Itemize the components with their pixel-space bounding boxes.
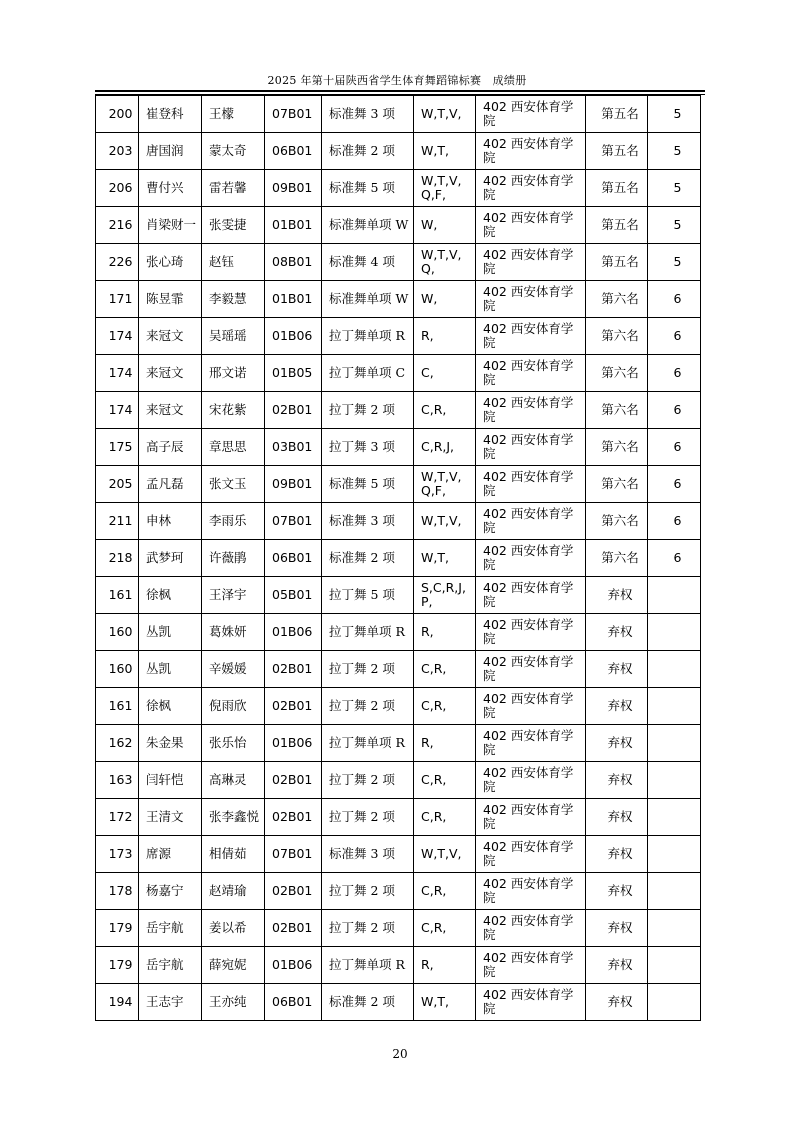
- dances-cell: R,: [414, 318, 476, 355]
- dances-cell: W,T,: [414, 133, 476, 170]
- event-name-cell: 拉丁舞单项 R: [322, 614, 414, 651]
- dances-cell: W,T,V,: [414, 836, 476, 873]
- athlete-name-1-cell: 曹付兴: [139, 170, 202, 207]
- event-code-cell: 05B01: [265, 577, 322, 614]
- event-name-cell: 标准舞 2 项: [322, 984, 414, 1021]
- athlete-name-1-cell: 王清文: [139, 799, 202, 836]
- rank-cell: 第六名: [586, 281, 648, 318]
- team-unit-cell: 402 西安体育学院: [476, 318, 586, 355]
- athlete-number-cell: 211: [96, 503, 139, 540]
- athlete-name-2-cell: 高琳灵: [202, 762, 265, 799]
- score-cell: [648, 688, 701, 725]
- athlete-name-1-cell: 张心琦: [139, 244, 202, 281]
- dances-cell: C,R,: [414, 910, 476, 947]
- team-unit-cell: 402 西安体育学院: [476, 688, 586, 725]
- athlete-name-1-cell: 丛凯: [139, 651, 202, 688]
- dances-cell: W,: [414, 281, 476, 318]
- table-row: [96, 133, 701, 170]
- athlete-name-2-cell: 薛宛妮: [202, 947, 265, 984]
- athlete-name-1-cell: 唐国润: [139, 133, 202, 170]
- dances-cell: S,C,R,J,P,: [414, 577, 476, 614]
- athlete-name-2-cell: 邢文诺: [202, 355, 265, 392]
- team-unit-cell: 402 西安体育学院: [476, 281, 586, 318]
- athlete-name-1-cell: 申林: [139, 503, 202, 540]
- table-row: [96, 873, 701, 910]
- event-code-cell: 03B01: [265, 429, 322, 466]
- event-name-cell: 拉丁舞单项 C: [322, 355, 414, 392]
- event-code-cell: 06B01: [265, 133, 322, 170]
- event-name-cell: 拉丁舞 2 项: [322, 873, 414, 910]
- table-row: [96, 540, 701, 577]
- athlete-name-1-cell: 席源: [139, 836, 202, 873]
- athlete-name-2-cell: 张文玉: [202, 466, 265, 503]
- athlete-number-cell: 174: [96, 355, 139, 392]
- rank-cell: 第五名: [586, 244, 648, 281]
- event-code-cell: 01B06: [265, 614, 322, 651]
- athlete-name-2-cell: 蒙太奇: [202, 133, 265, 170]
- team-unit-cell: 402 西安体育学院: [476, 836, 586, 873]
- event-name-cell: 标准舞 2 项: [322, 133, 414, 170]
- table-row: [96, 207, 701, 244]
- dances-cell: C,R,J,: [414, 429, 476, 466]
- table-row: [96, 318, 701, 355]
- dances-cell: C,R,: [414, 651, 476, 688]
- event-code-cell: 02B01: [265, 762, 322, 799]
- athlete-name-1-cell: 徐枫: [139, 688, 202, 725]
- score-cell: 6: [648, 466, 701, 503]
- dances-cell: C,R,: [414, 873, 476, 910]
- team-unit-cell: 402 西安体育学院: [476, 947, 586, 984]
- rank-cell: 弃权: [586, 762, 648, 799]
- rank-cell: 弃权: [586, 688, 648, 725]
- rank-cell: 弃权: [586, 984, 648, 1021]
- event-name-cell: 标准舞 2 项: [322, 540, 414, 577]
- event-code-cell: 02B01: [265, 392, 322, 429]
- rank-cell: 第五名: [586, 133, 648, 170]
- rank-cell: 第五名: [586, 170, 648, 207]
- event-name-cell: 拉丁舞 5 项: [322, 577, 414, 614]
- dances-cell: C,R,: [414, 688, 476, 725]
- team-unit-cell: 402 西安体育学院: [476, 614, 586, 651]
- athlete-name-2-cell: 雷若馨: [202, 170, 265, 207]
- team-unit-cell: 402 西安体育学院: [476, 762, 586, 799]
- athlete-name-1-cell: 朱金果: [139, 725, 202, 762]
- score-cell: [648, 651, 701, 688]
- score-cell: [648, 725, 701, 762]
- rank-cell: 弃权: [586, 725, 648, 762]
- table-row: [96, 429, 701, 466]
- table-row: [96, 910, 701, 947]
- athlete-number-cell: 172: [96, 799, 139, 836]
- dances-cell: W,T,: [414, 984, 476, 1021]
- athlete-name-2-cell: 辛媛媛: [202, 651, 265, 688]
- athlete-number-cell: 163: [96, 762, 139, 799]
- athlete-name-2-cell: 王檬: [202, 96, 265, 133]
- athlete-name-2-cell: 张乐怡: [202, 725, 265, 762]
- event-name-cell: 标准舞 4 项: [322, 244, 414, 281]
- event-code-cell: 01B06: [265, 318, 322, 355]
- team-unit-cell: 402 西安体育学院: [476, 910, 586, 947]
- athlete-number-cell: 194: [96, 984, 139, 1021]
- dances-cell: C,R,: [414, 392, 476, 429]
- event-name-cell: 拉丁舞单项 R: [322, 318, 414, 355]
- table-row: [96, 688, 701, 725]
- event-code-cell: 01B06: [265, 725, 322, 762]
- table-row: [96, 836, 701, 873]
- table-row: [96, 725, 701, 762]
- score-cell: [648, 984, 701, 1021]
- rank-cell: 第六名: [586, 429, 648, 466]
- athlete-name-2-cell: 张李鑫悦: [202, 799, 265, 836]
- team-unit-cell: 402 西安体育学院: [476, 170, 586, 207]
- athlete-name-2-cell: 相倩茹: [202, 836, 265, 873]
- dances-cell: C,R,: [414, 762, 476, 799]
- page-header: 2025 年第十届陕西省学生体育舞蹈锦标赛 成绩册: [267, 74, 527, 87]
- score-cell: [648, 762, 701, 799]
- table-row: [96, 651, 701, 688]
- score-cell: [648, 577, 701, 614]
- table-row: [96, 614, 701, 651]
- team-unit-cell: 402 西安体育学院: [476, 392, 586, 429]
- dances-cell: W,T,V,: [414, 96, 476, 133]
- athlete-name-1-cell: 陈昱霏: [139, 281, 202, 318]
- event-name-cell: 拉丁舞 3 项: [322, 429, 414, 466]
- team-unit-cell: 402 西安体育学院: [476, 503, 586, 540]
- header-rule-thick: [95, 90, 705, 92]
- score-cell: 6: [648, 392, 701, 429]
- event-code-cell: 02B01: [265, 688, 322, 725]
- score-cell: 5: [648, 170, 701, 207]
- table-row: [96, 762, 701, 799]
- athlete-name-1-cell: 武梦珂: [139, 540, 202, 577]
- event-name-cell: 拉丁舞 2 项: [322, 688, 414, 725]
- rank-cell: 弃权: [586, 836, 648, 873]
- athlete-number-cell: 179: [96, 910, 139, 947]
- athlete-number-cell: 179: [96, 947, 139, 984]
- rank-cell: 弃权: [586, 910, 648, 947]
- athlete-name-2-cell: 王亦纯: [202, 984, 265, 1021]
- table-row: [96, 244, 701, 281]
- event-code-cell: 01B05: [265, 355, 322, 392]
- team-unit-cell: 402 西安体育学院: [476, 133, 586, 170]
- athlete-name-1-cell: 孟凡磊: [139, 466, 202, 503]
- athlete-name-1-cell: 来冠文: [139, 318, 202, 355]
- table-row: [96, 984, 701, 1021]
- athlete-name-2-cell: 许薇鹃: [202, 540, 265, 577]
- athlete-name-2-cell: 吴瑶瑶: [202, 318, 265, 355]
- event-code-cell: 02B01: [265, 799, 322, 836]
- event-name-cell: 标准舞 3 项: [322, 96, 414, 133]
- athlete-number-cell: 218: [96, 540, 139, 577]
- athlete-number-cell: 162: [96, 725, 139, 762]
- athlete-name-1-cell: 来冠文: [139, 392, 202, 429]
- rank-cell: 第五名: [586, 96, 648, 133]
- table-row: [96, 503, 701, 540]
- event-name-cell: 标准舞单项 W: [322, 281, 414, 318]
- score-cell: [648, 799, 701, 836]
- table-row: [96, 281, 701, 318]
- dances-cell: W,T,: [414, 540, 476, 577]
- event-code-cell: 07B01: [265, 503, 322, 540]
- athlete-name-1-cell: 肖梁财一: [139, 207, 202, 244]
- team-unit-cell: 402 西安体育学院: [476, 984, 586, 1021]
- event-code-cell: 01B01: [265, 207, 322, 244]
- table-row: [96, 170, 701, 207]
- athlete-name-2-cell: 倪雨欣: [202, 688, 265, 725]
- event-code-cell: 08B01: [265, 244, 322, 281]
- event-code-cell: 07B01: [265, 836, 322, 873]
- athlete-number-cell: 216: [96, 207, 139, 244]
- team-unit-cell: 402 西安体育学院: [476, 466, 586, 503]
- team-unit-cell: 402 西安体育学院: [476, 725, 586, 762]
- event-code-cell: 02B01: [265, 910, 322, 947]
- athlete-name-2-cell: 姜以希: [202, 910, 265, 947]
- event-name-cell: 标准舞 5 项: [322, 466, 414, 503]
- score-cell: [648, 614, 701, 651]
- table-row: [96, 466, 701, 503]
- dances-cell: C,R,: [414, 799, 476, 836]
- athlete-name-2-cell: 李毅慧: [202, 281, 265, 318]
- athlete-number-cell: 171: [96, 281, 139, 318]
- rank-cell: 弃权: [586, 799, 648, 836]
- event-name-cell: 拉丁舞 2 项: [322, 392, 414, 429]
- athlete-name-1-cell: 高子辰: [139, 429, 202, 466]
- athlete-name-2-cell: 宋花紫: [202, 392, 265, 429]
- event-code-cell: 07B01: [265, 96, 322, 133]
- rank-cell: 第五名: [586, 207, 648, 244]
- athlete-number-cell: 173: [96, 836, 139, 873]
- event-code-cell: 06B01: [265, 984, 322, 1021]
- dances-cell: R,: [414, 947, 476, 984]
- score-cell: [648, 836, 701, 873]
- athlete-name-2-cell: 王泽宇: [202, 577, 265, 614]
- athlete-number-cell: 160: [96, 651, 139, 688]
- event-code-cell: 01B01: [265, 281, 322, 318]
- athlete-number-cell: 226: [96, 244, 139, 281]
- score-cell: 5: [648, 96, 701, 133]
- table-row: [96, 355, 701, 392]
- score-cell: 6: [648, 355, 701, 392]
- athlete-name-2-cell: 章思思: [202, 429, 265, 466]
- dances-cell: W,: [414, 207, 476, 244]
- score-cell: [648, 947, 701, 984]
- results-table-body: [96, 96, 701, 1021]
- table-row: [96, 799, 701, 836]
- rank-cell: 弃权: [586, 873, 648, 910]
- team-unit-cell: 402 西安体育学院: [476, 651, 586, 688]
- score-cell: 6: [648, 429, 701, 466]
- athlete-name-2-cell: 张雯捷: [202, 207, 265, 244]
- score-cell: 6: [648, 318, 701, 355]
- rank-cell: 弃权: [586, 614, 648, 651]
- athlete-number-cell: 178: [96, 873, 139, 910]
- event-name-cell: 拉丁舞单项 R: [322, 947, 414, 984]
- rank-cell: 弃权: [586, 651, 648, 688]
- score-cell: 6: [648, 281, 701, 318]
- score-cell: [648, 910, 701, 947]
- athlete-name-1-cell: 王志宇: [139, 984, 202, 1021]
- event-name-cell: 拉丁舞单项 R: [322, 725, 414, 762]
- event-code-cell: 02B01: [265, 651, 322, 688]
- athlete-name-2-cell: 李雨乐: [202, 503, 265, 540]
- team-unit-cell: 402 西安体育学院: [476, 540, 586, 577]
- athlete-name-1-cell: 岳宇航: [139, 910, 202, 947]
- rank-cell: 弃权: [586, 577, 648, 614]
- event-name-cell: 拉丁舞 2 项: [322, 762, 414, 799]
- team-unit-cell: 402 西安体育学院: [476, 429, 586, 466]
- score-cell: 5: [648, 133, 701, 170]
- rank-cell: 第六名: [586, 503, 648, 540]
- table-row: [96, 392, 701, 429]
- athlete-name-2-cell: 赵钰: [202, 244, 265, 281]
- team-unit-cell: 402 西安体育学院: [476, 244, 586, 281]
- rank-cell: 第六名: [586, 466, 648, 503]
- rank-cell: 第六名: [586, 355, 648, 392]
- event-name-cell: 标准舞 3 项: [322, 503, 414, 540]
- team-unit-cell: 402 西安体育学院: [476, 799, 586, 836]
- event-code-cell: 09B01: [265, 170, 322, 207]
- athlete-name-1-cell: 崔登科: [139, 96, 202, 133]
- team-unit-cell: 402 西安体育学院: [476, 355, 586, 392]
- athlete-number-cell: 160: [96, 614, 139, 651]
- score-cell: 5: [648, 207, 701, 244]
- team-unit-cell: 402 西安体育学院: [476, 873, 586, 910]
- table-row: [96, 577, 701, 614]
- event-name-cell: 拉丁舞 2 项: [322, 799, 414, 836]
- athlete-name-1-cell: 来冠文: [139, 355, 202, 392]
- athlete-name-1-cell: 闫轩恺: [139, 762, 202, 799]
- rank-cell: 弃权: [586, 947, 648, 984]
- athlete-number-cell: 203: [96, 133, 139, 170]
- rank-cell: 第六名: [586, 392, 648, 429]
- dances-cell: C,: [414, 355, 476, 392]
- score-cell: 6: [648, 540, 701, 577]
- athlete-number-cell: 175: [96, 429, 139, 466]
- table-row: [96, 947, 701, 984]
- page-number: 20: [392, 1047, 408, 1061]
- athlete-number-cell: 174: [96, 392, 139, 429]
- rank-cell: 第六名: [586, 318, 648, 355]
- athlete-number-cell: 161: [96, 577, 139, 614]
- event-name-cell: 拉丁舞 2 项: [322, 651, 414, 688]
- athlete-name-1-cell: 杨嘉宁: [139, 873, 202, 910]
- event-code-cell: 01B06: [265, 947, 322, 984]
- event-name-cell: 标准舞 5 项: [322, 170, 414, 207]
- athlete-number-cell: 200: [96, 96, 139, 133]
- dances-cell: W,T,V,: [414, 503, 476, 540]
- athlete-name-1-cell: 徐枫: [139, 577, 202, 614]
- athlete-number-cell: 161: [96, 688, 139, 725]
- team-unit-cell: 402 西安体育学院: [476, 577, 586, 614]
- dances-cell: R,: [414, 614, 476, 651]
- event-name-cell: 标准舞 3 项: [322, 836, 414, 873]
- athlete-number-cell: 174: [96, 318, 139, 355]
- athlete-name-2-cell: 赵靖瑜: [202, 873, 265, 910]
- table-row: [96, 96, 701, 133]
- athlete-number-cell: 206: [96, 170, 139, 207]
- athlete-name-1-cell: 岳宇航: [139, 947, 202, 984]
- event-code-cell: 09B01: [265, 466, 322, 503]
- dances-cell: W,T,V,Q,F,: [414, 170, 476, 207]
- athlete-name-1-cell: 丛凯: [139, 614, 202, 651]
- results-table: [95, 95, 701, 1021]
- dances-cell: W,T,V,Q,F,: [414, 466, 476, 503]
- team-unit-cell: 402 西安体育学院: [476, 96, 586, 133]
- event-name-cell: 拉丁舞 2 项: [322, 910, 414, 947]
- athlete-number-cell: 205: [96, 466, 139, 503]
- score-cell: [648, 873, 701, 910]
- score-cell: 6: [648, 503, 701, 540]
- score-cell: 5: [648, 244, 701, 281]
- dances-cell: R,: [414, 725, 476, 762]
- team-unit-cell: 402 西安体育学院: [476, 207, 586, 244]
- athlete-name-2-cell: 葛姝妍: [202, 614, 265, 651]
- event-name-cell: 标准舞单项 W: [322, 207, 414, 244]
- event-code-cell: 06B01: [265, 540, 322, 577]
- event-code-cell: 02B01: [265, 873, 322, 910]
- dances-cell: W,T,V,Q,: [414, 244, 476, 281]
- rank-cell: 第六名: [586, 540, 648, 577]
